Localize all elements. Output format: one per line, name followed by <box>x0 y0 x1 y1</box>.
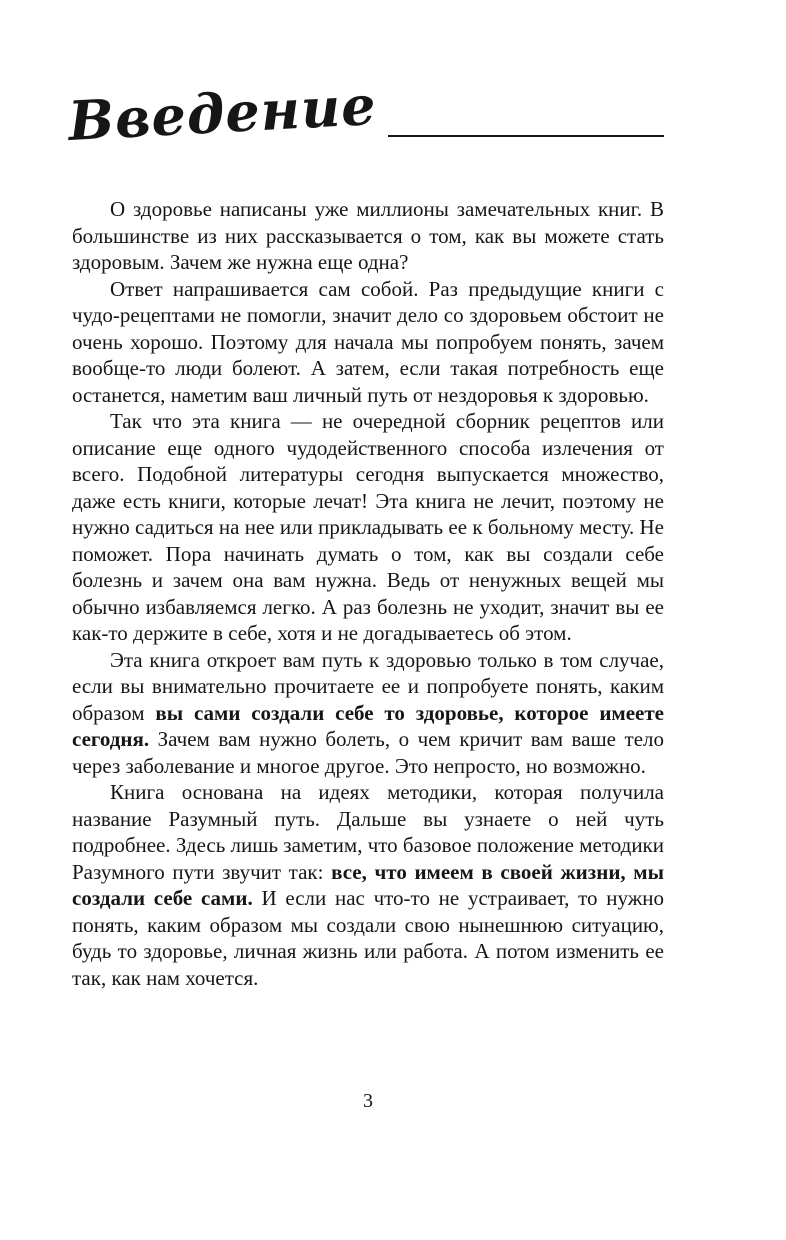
text-run: Зачем вам нужно болеть, о чем кричит вам ваше тело через заболевание и многое другое. Это непросто, но возможно. <box>72 727 664 778</box>
text-run: Эта книга откроет вам путь к здоровью только в том случае, если вы внимательно прочитаете ее и попробуете понять, каким образом <box>72 647 664 725</box>
paragraph <box>72 779 664 991</box>
page-number: 3 <box>363 1090 373 1112</box>
page-body <box>72 196 664 991</box>
paragraph <box>72 408 664 647</box>
text-run: О здоровье написаны уже миллионы замечательных книг. В большинстве из них рассказывается о том, как вы можете стать здоровым. Зачем же нужна еще одна? <box>72 197 664 274</box>
text-run: Ответ напрашивается сам собой. Раз предыдущие книги с чудо-рецептами не помогли, значит дело со здоровьем обстоит не очень хорошо. Поэтому для начала мы попробуем понять, зачем вообще-то люди болеют. А затем, если такая потребность еще останется, наметим ваш личный путь от нездоровья к здоровью. <box>72 276 664 407</box>
paragraph <box>72 647 664 780</box>
bold-text-run: все, что имеем в своей жизни, мы создали себе сами. <box>72 859 664 910</box>
text-run: Так что эта книга — не очередной сборник рецептов или описание еще одного чудодейственного способа излечения от всего. Подобной литературы сегодня выпускается множество, даже есть книги, которые лечат! Эта книга не лечит, поэтому не нужно садиться на нее или прикладывать ее к больному месту. Не поможет. Пора начинать думать о том, как вы создали себе болезнь и зачем она вам нужна. Ведь от ненужных вещей мы обычно избавляемся легко. А раз болезнь не уходит, значит вы ее как-то держите в себе, хотя и не догадываетесь об этом. <box>72 409 664 645</box>
bold-text-run: вы сами создали себе то здоровье, которое имеете сегодня. <box>72 700 664 751</box>
paragraph <box>72 276 664 409</box>
title-rule <box>388 135 664 137</box>
chapter-header <box>66 72 664 153</box>
text-run: И если нас что-то не устраивает, то нужно понять, каким образом мы создали свою нынешнюю ситуацию, будь то здоровье, личная жизнь или работа. А потом изменить ее так, как нам хочется. <box>72 886 664 990</box>
paragraph <box>72 196 664 276</box>
chapter-title: Введение <box>66 72 379 153</box>
text-run: Книга основана на идеях методики, которая получила название Разумный путь. Дальше вы узнаете о ней чуть подробнее. Здесь лишь заметим, что базовое положение методики Разумного пути звучит так: <box>72 780 664 884</box>
